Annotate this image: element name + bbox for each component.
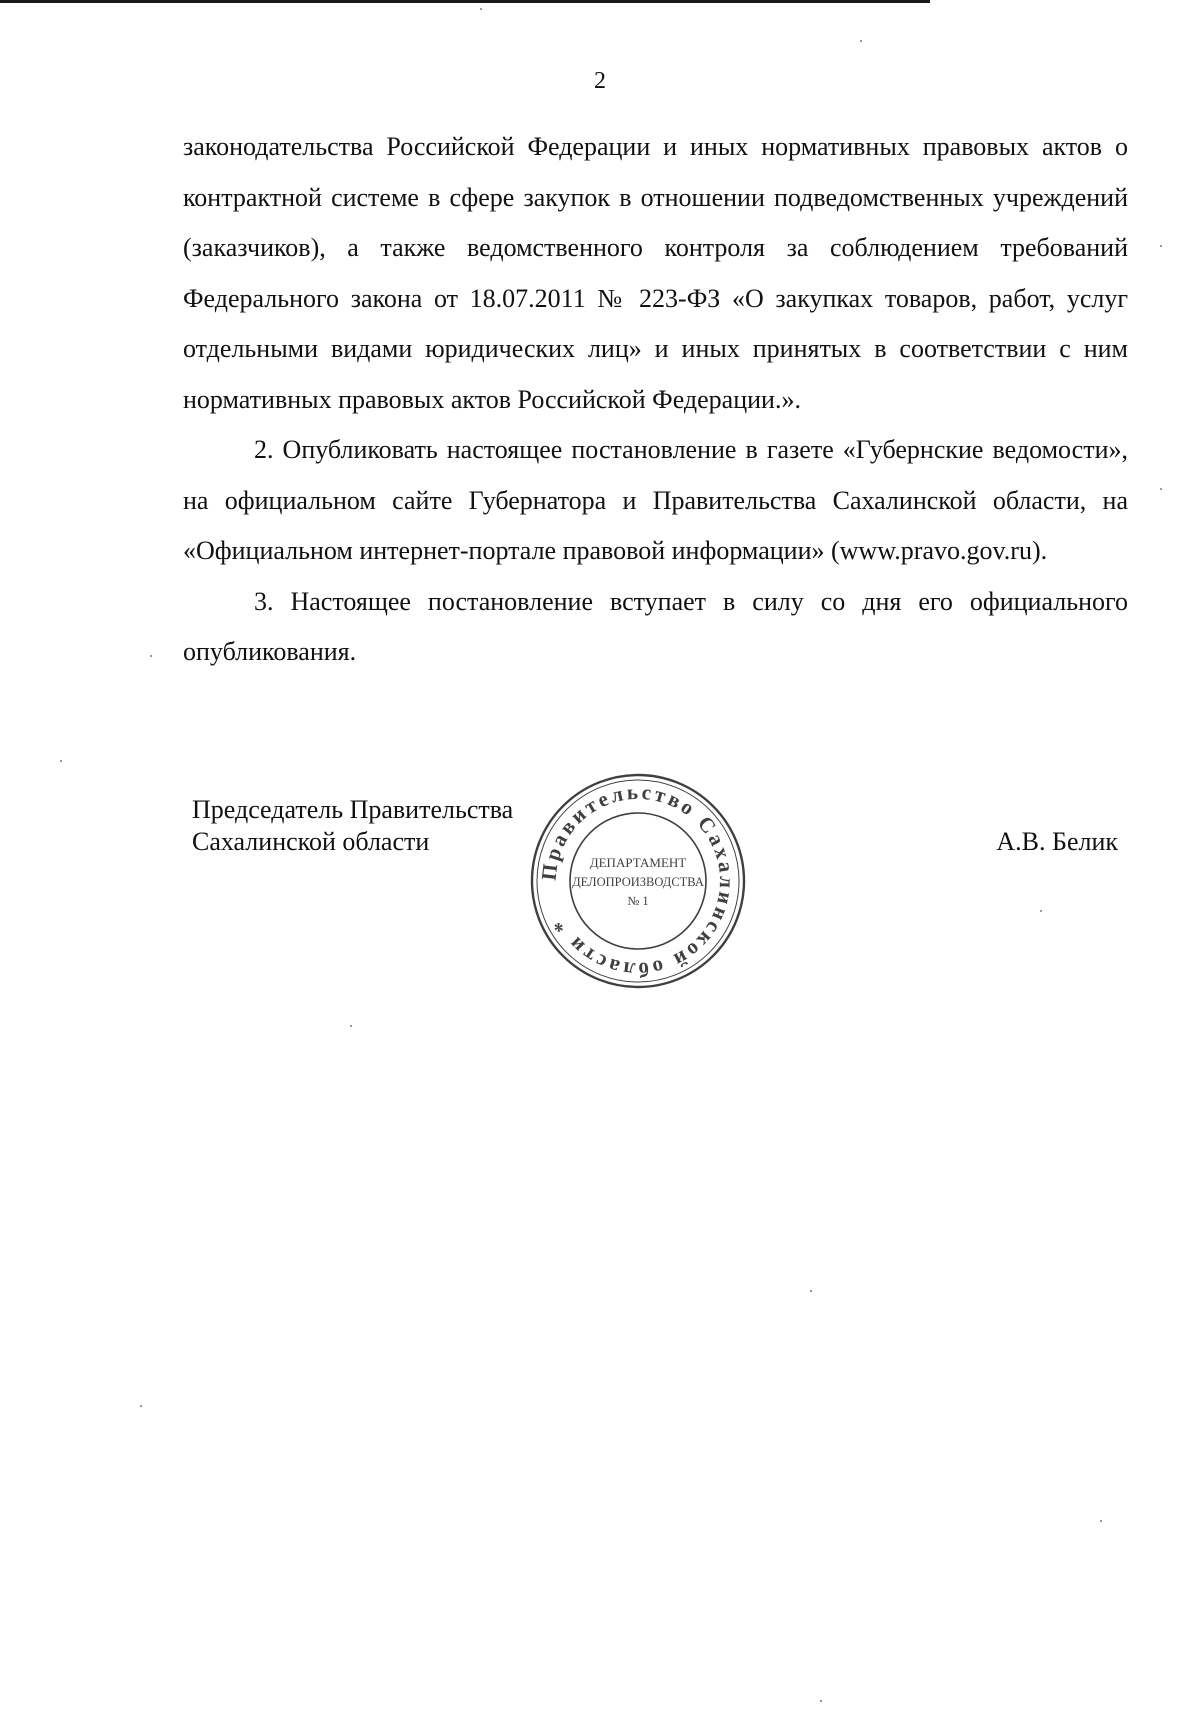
scan-speck bbox=[60, 760, 62, 762]
official-seal-stamp bbox=[527, 770, 749, 992]
paragraph-entry-into-force: 3. Настоящее постановление вступает в силу со дня его официального опубликования. bbox=[183, 586, 1128, 666]
scan-speck bbox=[860, 40, 862, 42]
seal-inner-line-3: № 1 bbox=[627, 894, 649, 908]
scan-speck bbox=[810, 1290, 812, 1292]
signatory-title-line-1: Председатель Правительства bbox=[192, 795, 514, 824]
scan-speck bbox=[140, 1405, 142, 1407]
paragraph-publication: 2. Опубликовать настоящее постановление в газете «Губернские ведомости», на официальном сайте Губернатора и Правительства Сахалинской области, на «Официальном интернет-портале правовой информации» (www.pravo.gov.ru). bbox=[183, 435, 1128, 565]
page-number: 2 bbox=[594, 68, 606, 94]
scan-speck bbox=[150, 655, 152, 657]
scan-speck bbox=[350, 1025, 352, 1027]
seal-ring-textpath: Правительство Сахалинской области * bbox=[536, 779, 740, 983]
scan-speck bbox=[1160, 488, 1162, 490]
document-body bbox=[183, 122, 1128, 678]
signatory-title bbox=[192, 794, 513, 858]
scan-speck bbox=[1100, 1520, 1102, 1522]
scan-speck bbox=[1040, 910, 1042, 912]
top-scan-border bbox=[0, 0, 930, 3]
signatory-name: А.В. Белик bbox=[996, 827, 1118, 856]
scan-speck bbox=[480, 8, 482, 10]
signatory-title-line-2: Сахалинской области bbox=[192, 827, 430, 856]
seal-inner-line-2: ДЕЛОПРОИЗВОДСТВА bbox=[572, 875, 704, 889]
scan-speck bbox=[1160, 245, 1162, 247]
scan-speck bbox=[820, 1700, 822, 1702]
paragraph-continuation: законодательства Российской Федерации и иных нормативных правовых актов о контрактной системе в сфере закупок в отношении подведомственных учреждений (заказчиков), а также ведомственного контроля за соблюдением требований Федерального закона от 18.07.2011 № 223-ФЗ «О закупках товаров, работ, услуг отдельными видами юридических лиц» и иных принятых в соответствии с ним нормативных правовых актов Российской Федерации.». bbox=[183, 132, 1128, 414]
seal-inner-line-1: ДЕПАРТАМЕНТ bbox=[589, 855, 687, 870]
